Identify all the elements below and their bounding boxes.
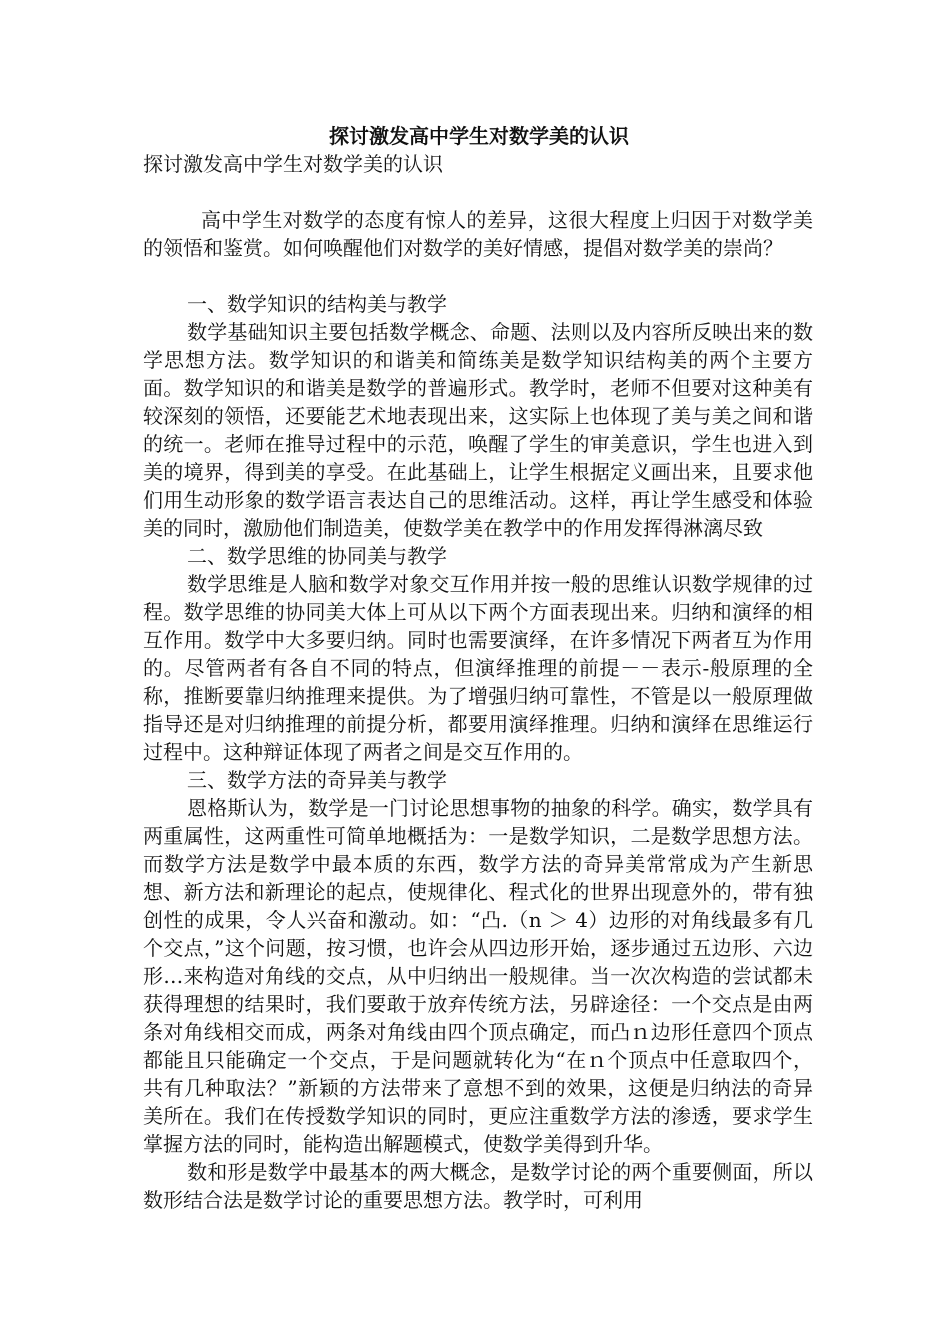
section-heading-3: 三、数学方法的奇异美与教学 (187, 768, 447, 792)
document-page (143, 122, 813, 1214)
document-title: 探讨激发高中学生对数学美的认识 (329, 124, 629, 148)
section-heading-2: 二、数学思维的协同美与教学 (187, 544, 447, 568)
intro-paragraph: 高中学生对数学的态度有惊人的差异，这很大程度上归因于对数学美的领悟和鉴赏。如何唤醒他们对数学的美好情感，提倡对数学美的崇尚？ (143, 208, 813, 260)
section-3-paragraph-2: 数和形是数学中最基本的两大概念，是数学讨论的两个重要侧面，所以数形结合法是数学讨论的重要思想方法。教学时，可利用 (143, 1160, 813, 1212)
section-2-paragraph-1: 数学思维是人脑和数学对象交互作用并按一般的思维认识数学规律的过程。数学思维的协同美大体上可从以下两个方面表现出来。归纳和演绎的相互作用。数学中大多要归纳。同时也需要演绎，在许多情况下两者互为作用的。尽管两者有各自不同的特点，但演绎推理的前提－－表示-般原理的全称，推断要靠归纳推理来提供。为了增强归纳可靠性，不管是以一般原理做指导还是对归纳推理的前提分析，都要用演绎推理。归纳和演绎在思维运行过程中。这种辩证体现了两者之间是交互作用的。 (143, 572, 813, 764)
section-1-paragraph-1: 数学基础知识主要包括数学概念、命题、法则以及内容所反映出来的数学思想方法。数学知识的和谐美和简练美是数学知识结构美的两个主要方面。数学知识的和谐美是数学的普遍形式。教学时，老师不但要对这种美有较深刻的领悟，还要能艺术地表现出来，这实际上也体现了美与美之间和谐的统一。老师在推导过程中的示范，唤醒了学生的审美意识，学生也进入到美的境界，得到美的享受。在此基础上，让学生根据定义画出来，且要求他们用生动形象的数学语言表达自己的思维活动。这样，再让学生感受和体验美的同时，激励他们制造美，使数学美在教学中的作用发挥得淋漓尽致 (143, 320, 813, 540)
section-heading-1: 一、数学知识的结构美与教学 (187, 292, 447, 316)
section-3-paragraph-1: 恩格斯认为，数学是一门讨论思想事物的抽象的科学。确实，数学具有两重属性，这两重性可简单地概括为：一是数学知识，二是数学思想方法。而数学方法是数学中最本质的东西，数学方法的奇异美常常成为产生新思想、新方法和新理论的起点，使规律化、程式化的世界出现意外的，带有独创性的成果，令人兴奋和激动。如：“凸.（n ＞ 4）边形的对角线最多有几个交点，”这个问题，按习惯，也许会从四边形开始，逐步通过五边形、六边形…来构造对角线的交点，从中归纳出一般规律。当一次次构造的尝试都未获得理想的结果时，我们要敢于放弃传统方法，另辟途径：一个交点是由两条对角线相交而成，两条对角线由四个顶点确定，而凸ｎ边形任意四个顶点都能且只能确定一个交点，于是问题就转化为“在ｎ个顶点中任意取四个，共有几种取法？”新颖的方法带来了意想不到的效果，这便是归纳法的奇异美所在。我们在传授数学知识的同时，更应注重数学方法的渗透，要求学生掌握方法的同时，能构造出解题模式，使数学美得到升华。 (143, 796, 813, 1156)
document-subtitle: 探讨激发高中学生对数学美的认识 (143, 152, 443, 176)
